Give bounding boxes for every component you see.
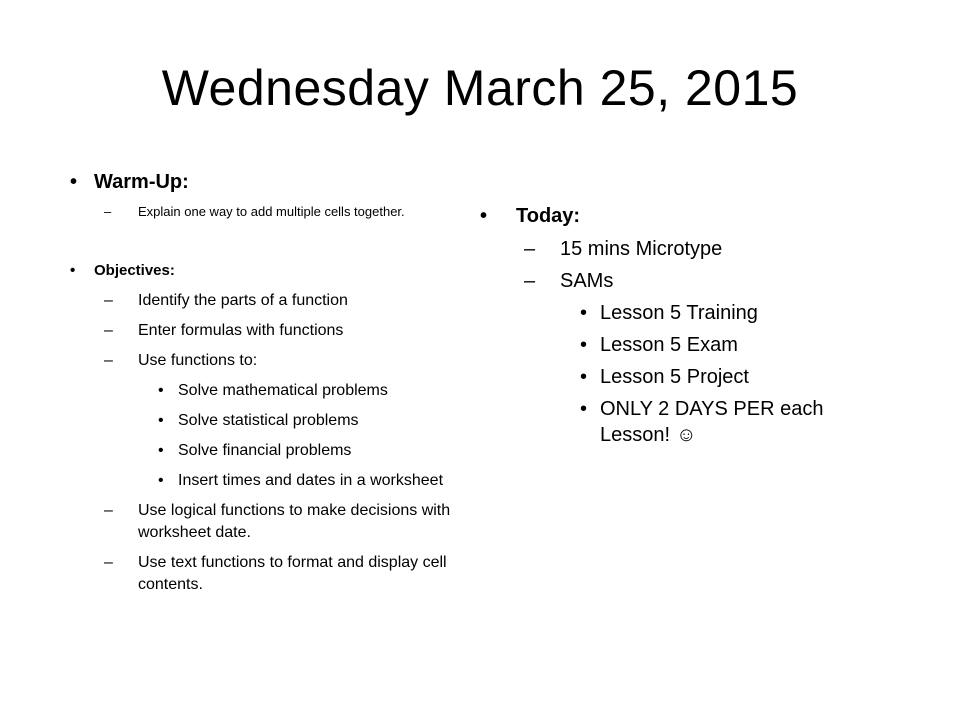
- dash-icon: –: [104, 502, 113, 519]
- dash-icon: –: [104, 322, 113, 339]
- objective-item-text: Use logical functions to make decisions with worksheet date.: [138, 502, 451, 541]
- bullet-icon: •: [70, 171, 78, 193]
- today-item: [480, 268, 880, 294]
- smiley-icon: ☺: [676, 424, 697, 446]
- bullet-icon: •: [158, 472, 164, 489]
- objective-item: [70, 290, 480, 312]
- sams-item: [480, 332, 880, 358]
- objective-item: [70, 552, 480, 596]
- bullet-icon: •: [480, 205, 488, 227]
- bullet-icon: •: [580, 334, 588, 356]
- dash-icon: –: [104, 554, 113, 571]
- function-use-item: [70, 410, 480, 432]
- today-item-text: SAMs: [560, 270, 614, 292]
- bullet-icon: •: [580, 366, 588, 388]
- objective-item-text: Identify the parts of a function: [138, 292, 348, 309]
- sams-item-text: Lesson 5 Training: [600, 302, 758, 324]
- objectives-heading-row: [70, 260, 480, 282]
- today-item-text: 15 mins Microtype: [560, 238, 723, 260]
- warmup-heading: Warm-Up:: [94, 171, 189, 193]
- bullet-icon: •: [580, 398, 588, 420]
- objective-item: [70, 350, 480, 372]
- function-use-item: [70, 470, 480, 492]
- objective-item-text: Enter formulas with functions: [138, 322, 344, 339]
- warmup-item: [70, 204, 480, 220]
- bullet-icon: •: [158, 442, 164, 459]
- bullet-icon: •: [580, 302, 588, 324]
- objective-item-text: Use text functions to format and display cell contents.: [138, 554, 447, 593]
- sams-item-text: ONLY 2 DAYS PER each Lesson!: [600, 398, 824, 446]
- sams-item: [480, 396, 880, 448]
- function-use-text: Solve financial problems: [178, 442, 352, 459]
- objective-item-text: Use functions to:: [138, 352, 258, 369]
- function-use-text: Solve statistical problems: [178, 412, 359, 429]
- objective-item: [70, 500, 480, 544]
- today-heading-row: [480, 202, 880, 230]
- bullet-icon: •: [158, 412, 164, 429]
- slide-title: Wednesday March 25, 2015: [161, 60, 799, 116]
- warmup-heading-row: [70, 168, 480, 196]
- left-column: [70, 168, 480, 596]
- bullet-icon: •: [158, 382, 164, 399]
- sams-item-text: Lesson 5 Project: [600, 366, 749, 388]
- dash-icon: –: [524, 270, 536, 292]
- dash-icon: –: [524, 238, 536, 260]
- function-use-item: [70, 440, 480, 462]
- objectives-heading: Objectives:: [94, 262, 175, 279]
- function-use-item: [70, 380, 480, 402]
- function-use-text: Solve mathematical problems: [178, 382, 388, 399]
- bullet-icon: •: [70, 262, 76, 279]
- function-use-text: Insert times and dates in a worksheet: [178, 472, 444, 489]
- dash-icon: –: [104, 204, 112, 219]
- sams-item: [480, 364, 880, 390]
- dash-icon: –: [104, 292, 113, 309]
- warmup-item-text: Explain one way to add multiple cells together.: [138, 204, 405, 219]
- sams-item: [480, 300, 880, 326]
- today-heading: Today:: [516, 205, 581, 227]
- objective-item: [70, 320, 480, 342]
- today-item: [480, 236, 880, 262]
- dash-icon: –: [104, 352, 113, 369]
- sams-item-text: Lesson 5 Exam: [600, 334, 738, 356]
- right-column: [480, 202, 880, 448]
